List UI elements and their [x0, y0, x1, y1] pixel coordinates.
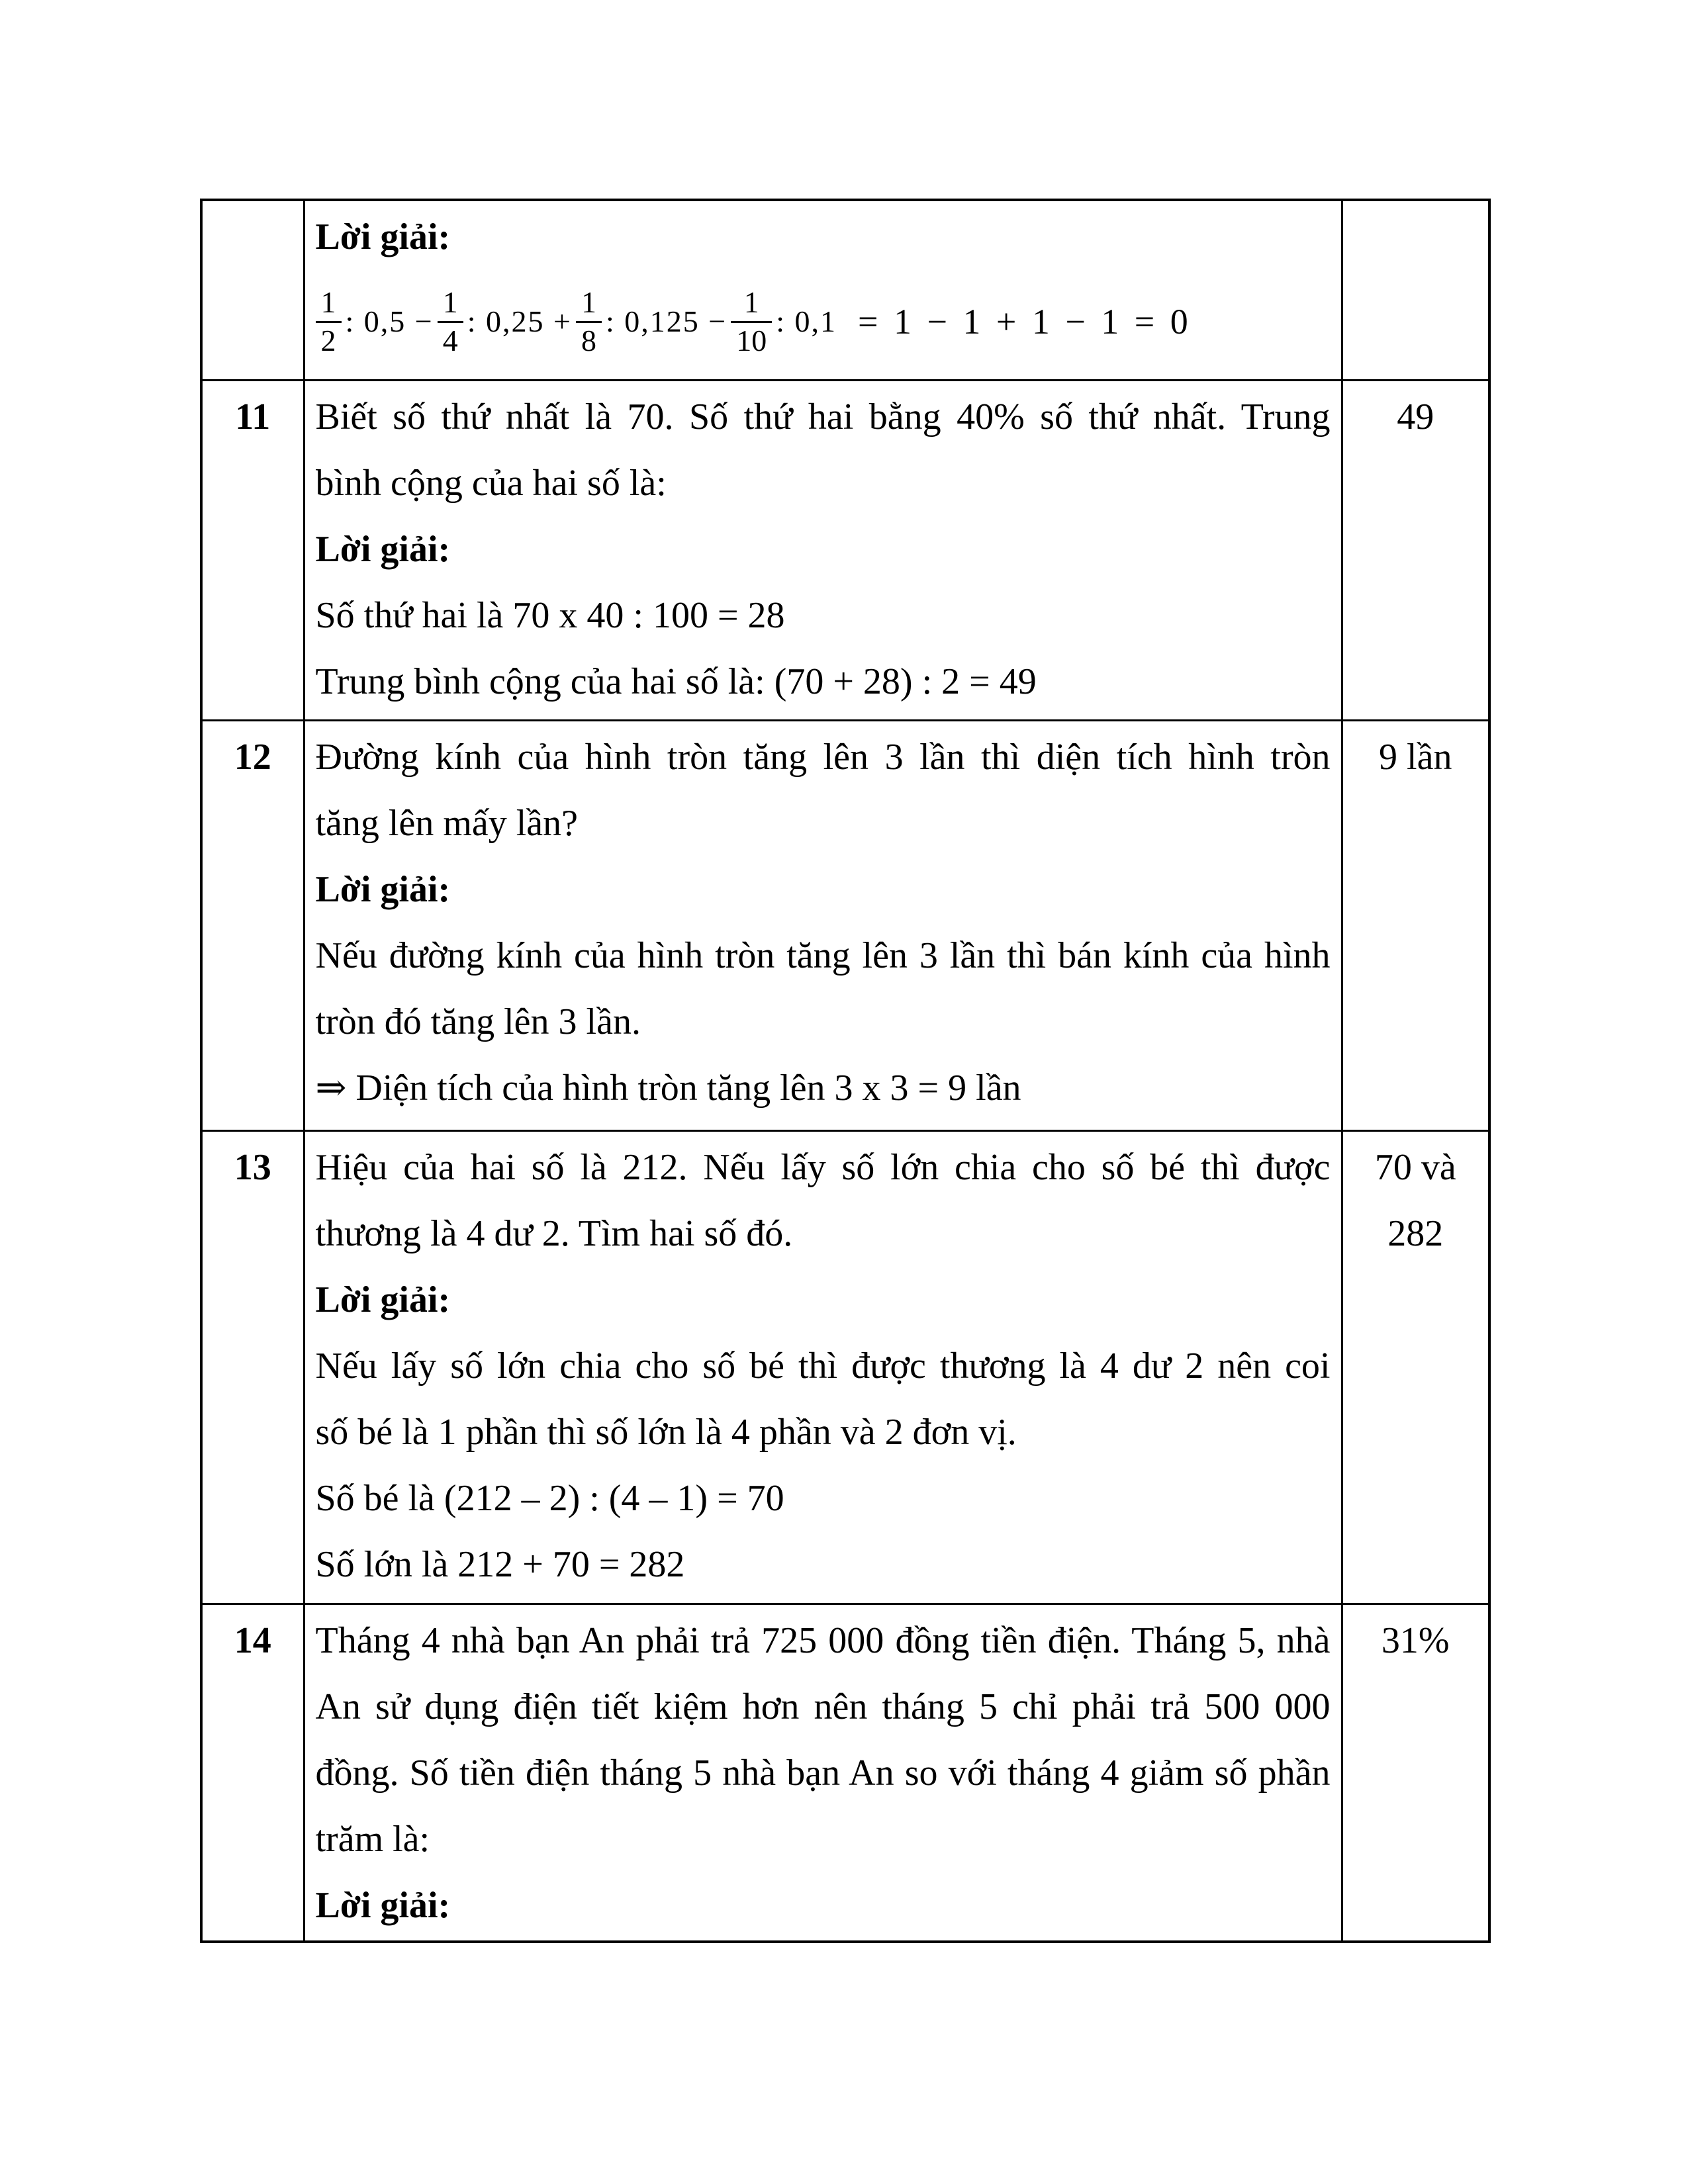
- fraction-numerator: 1: [320, 285, 336, 319]
- solution-line: số bé là 1 phần thì số lớn là 4 phần và 2 đơn vị.: [315, 1412, 1017, 1453]
- table-row-solution-10: [201, 200, 1489, 381]
- fraction-denominator: 2: [316, 321, 342, 359]
- answer-text: 70 và: [1374, 1147, 1456, 1188]
- solution-line: Số lớn là 212 + 70 = 282: [315, 1544, 685, 1585]
- question-line: Hiệu của hai số là 212. Nếu lấy số lớn chia cho số bé thì được: [315, 1147, 1331, 1188]
- table-row-13: [201, 1131, 1489, 1604]
- question-line: trăm là:: [315, 1819, 430, 1860]
- question-number: 14: [234, 1620, 271, 1661]
- answer-cell: [1342, 721, 1489, 1131]
- formula-operator: : 0,25 +: [467, 304, 572, 338]
- solution-line: Số thứ hai là 70 x 40 : 100 = 28: [315, 595, 785, 636]
- question-line: An sử dụng điện tiết kiệm hơn nên tháng 5 chỉ phải trả 500 000: [315, 1686, 1331, 1727]
- solution-line: Nếu lấy số lớn chia cho số bé thì được thương là 4 dư 2 nên coi: [315, 1345, 1331, 1387]
- answer-cell: [1342, 381, 1489, 721]
- fraction-numerator: 1: [743, 285, 759, 319]
- question-line: Đường kính của hình tròn tăng lên 3 lần thì diện tích hình tròn: [315, 737, 1331, 778]
- math-formula: [316, 270, 1331, 373]
- answer-text: 9 lần: [1379, 737, 1452, 778]
- question-number-cell: [201, 1604, 304, 1942]
- answer-cell: [1342, 1131, 1489, 1604]
- solution-cell: [304, 200, 1342, 381]
- table-row-12: [201, 721, 1489, 1131]
- question-content-cell: [304, 1604, 1342, 1942]
- question-number: 13: [234, 1147, 271, 1188]
- answer-table: [200, 199, 1491, 1943]
- solution-line: Số bé là (212 – 2) : (4 – 1) = 70: [315, 1478, 784, 1519]
- fraction-numerator: 1: [581, 285, 596, 319]
- question-number-cell: [201, 381, 304, 721]
- question-line: Biết số thứ nhất là 70. Số thứ hai bằng 40% số thứ nhất. Trung: [315, 396, 1331, 437]
- question-content-cell: [304, 381, 1342, 721]
- question-line: đồng. Số tiền điện tháng 5 nhà bạn An so với tháng 4 giảm số phần: [315, 1752, 1331, 1794]
- formula-operator: : 0,125 −: [605, 304, 727, 338]
- solution-line: tròn đó tăng lên 3 lần.: [315, 1001, 641, 1042]
- solution-label: Lời giải:: [315, 1885, 451, 1926]
- solution-line: ⇒ Diện tích của hình tròn tăng lên 3 x 3 = 9 lần: [315, 1068, 1021, 1109]
- question-number: 11: [235, 396, 271, 437]
- question-line: tăng lên mấy lần?: [315, 803, 579, 844]
- fraction-denominator: 10: [731, 321, 772, 359]
- fraction-denominator: 4: [438, 321, 463, 359]
- solution-label: Lời giải:: [315, 216, 451, 257]
- fraction-denominator: 8: [576, 321, 602, 359]
- solution-label: Lời giải:: [315, 869, 451, 910]
- fraction-numerator: 1: [442, 285, 458, 319]
- question-content-cell: [304, 1131, 1342, 1604]
- fraction: [731, 285, 772, 359]
- answer-text: 31%: [1381, 1620, 1450, 1661]
- question-number: 12: [234, 737, 271, 778]
- solution-line: Trung bình cộng của hai số là: (70 + 28) : 2 = 49: [315, 661, 1037, 702]
- table-row-14: [201, 1604, 1489, 1942]
- answer-text: 282: [1387, 1213, 1444, 1254]
- answer-cell: [1342, 1604, 1489, 1942]
- solution-line: Nếu đường kính của hình tròn tăng lên 3 lần thì bán kính của hình: [315, 935, 1331, 976]
- formula-operator: : 0,5 −: [345, 304, 434, 338]
- answer-cell: [1342, 200, 1489, 381]
- formula-result: = 1 − 1 + 1 − 1 = 0: [857, 302, 1192, 341]
- fraction: [576, 285, 602, 359]
- solution-label: Lời giải:: [315, 1279, 451, 1320]
- fraction: [316, 285, 342, 359]
- solution-label: Lời giải:: [315, 529, 451, 570]
- question-number-cell: [201, 200, 304, 381]
- table-row-11: [201, 381, 1489, 721]
- answer-text: 49: [1397, 396, 1434, 437]
- question-line: bình cộng của hai số là:: [315, 463, 667, 504]
- fraction: [438, 285, 463, 359]
- question-number-cell: [201, 1131, 304, 1604]
- question-content-cell: [304, 721, 1342, 1131]
- formula-operator: : 0,1: [776, 304, 837, 338]
- question-number-cell: [201, 721, 304, 1131]
- question-line: Tháng 4 nhà bạn An phải trả 725 000 đồng tiền điện. Tháng 5, nhà: [315, 1620, 1331, 1661]
- question-line: thương là 4 dư 2. Tìm hai số đó.: [315, 1213, 793, 1254]
